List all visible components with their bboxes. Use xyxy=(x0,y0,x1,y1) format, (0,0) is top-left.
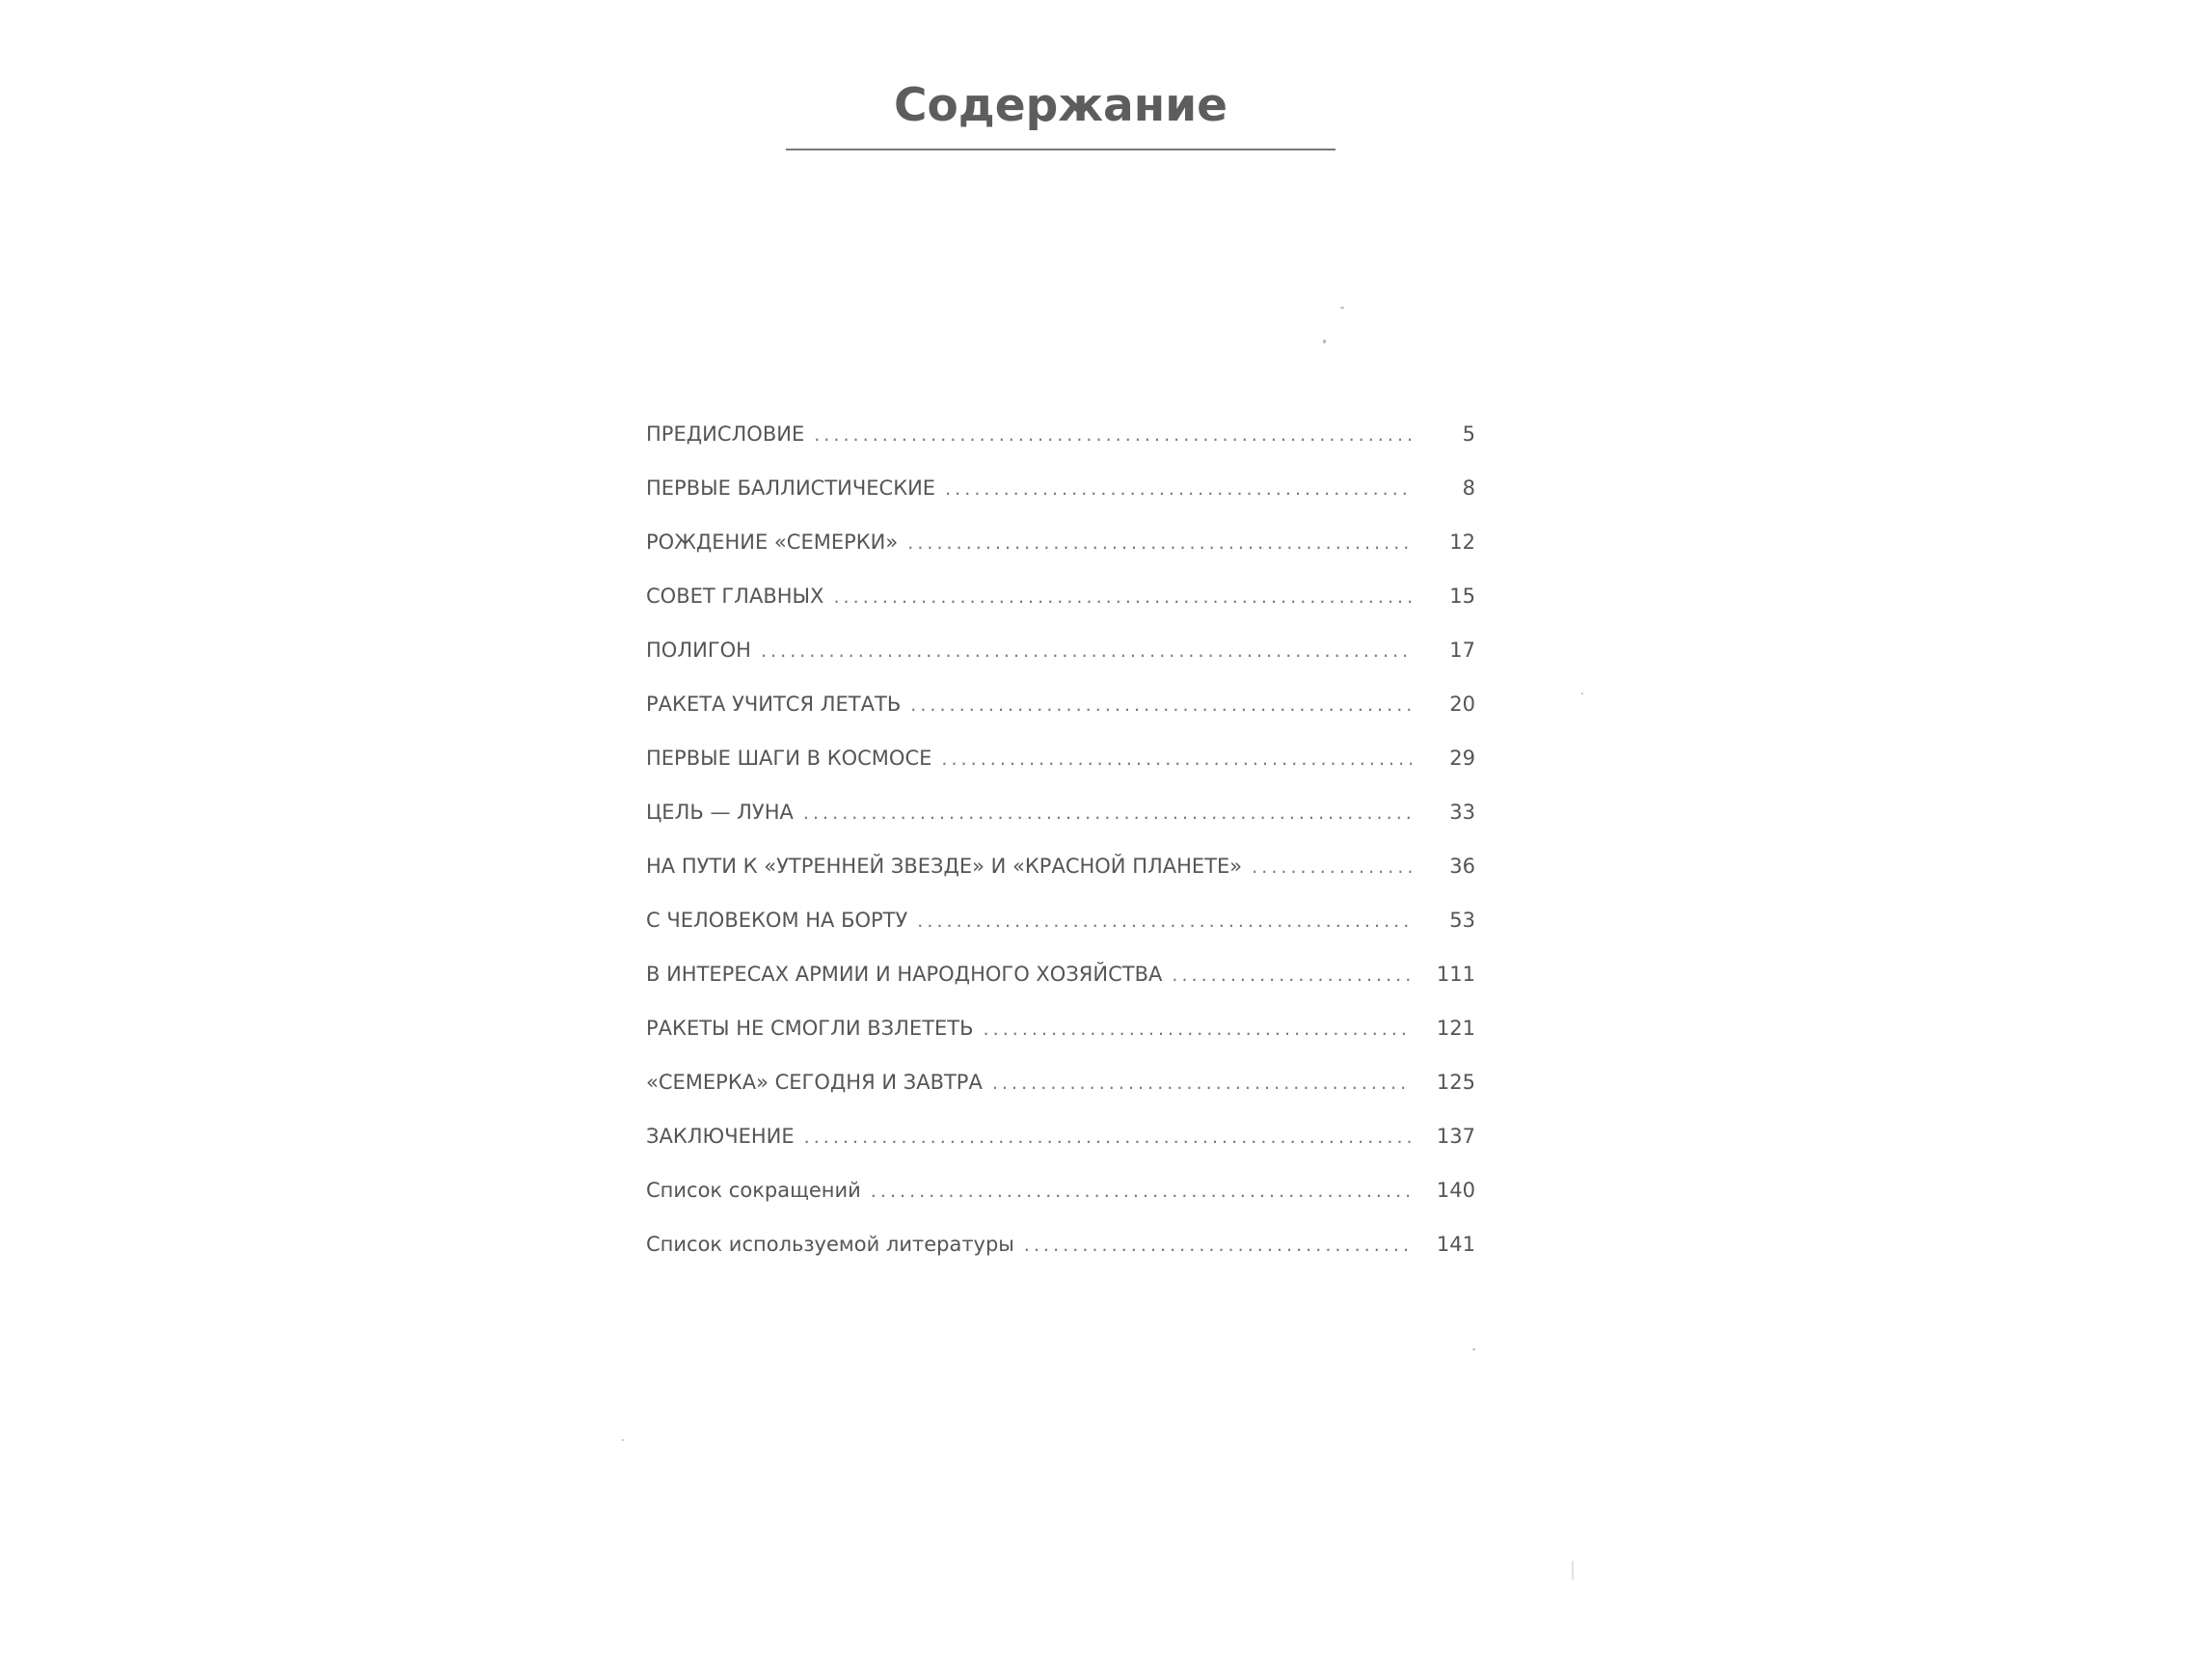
scan-speck xyxy=(1323,340,1326,343)
toc-entry-page: 121 xyxy=(1436,1017,1475,1040)
toc-dot-leader xyxy=(910,678,1412,732)
toc-entry-title: В ИНТЕРЕСАХ АРМИИ И НАРОДНОГО ХОЗЯЙСТВА xyxy=(646,963,1163,986)
toc-dot-leader xyxy=(814,408,1412,462)
toc-entry-title: ЦЕЛЬ — ЛУНА xyxy=(646,801,794,824)
toc-dot-leader xyxy=(833,570,1412,624)
scan-speck xyxy=(622,1439,624,1441)
toc-entry-page: 5 xyxy=(1462,422,1475,446)
title-underline xyxy=(786,149,1335,150)
toc-entry-page: 125 xyxy=(1436,1071,1475,1094)
toc-entry xyxy=(646,515,1475,569)
page-title: Содержание xyxy=(893,79,1228,132)
scan-speck xyxy=(1472,1348,1475,1350)
toc-entry-title: ПЕРВЫЕ ШАГИ В КОСМОСЕ xyxy=(646,747,932,770)
toc-entry-title: ПРЕДИСЛОВИЕ xyxy=(646,422,805,446)
toc-entry-title: Список используемой литературы xyxy=(646,1233,1014,1256)
toc-entry-title: НА ПУТИ К «УТРЕННЕЙ ЗВЕЗДЕ» И «КРАСНОЙ ПЛАНЕТЕ» xyxy=(646,855,1243,878)
toc-entry xyxy=(646,1163,1475,1217)
toc-entry-page: 15 xyxy=(1449,585,1475,608)
toc-entry xyxy=(646,947,1475,1001)
toc-dot-leader xyxy=(803,786,1412,840)
toc-dot-leader xyxy=(871,1164,1412,1218)
toc-entry xyxy=(646,623,1475,677)
toc-entry-page: 141 xyxy=(1436,1233,1475,1256)
toc-entry xyxy=(646,677,1475,731)
toc-dot-leader xyxy=(1172,948,1412,1002)
toc-entry-title: РАКЕТЫ НЕ СМОГЛИ ВЗЛЕТЕТЬ xyxy=(646,1017,974,1040)
toc-entry-title: Список сокращений xyxy=(646,1179,861,1202)
toc-entry xyxy=(646,785,1475,839)
toc-dot-leader xyxy=(1252,840,1412,894)
toc-entry-page: 29 xyxy=(1449,747,1475,770)
toc-entry xyxy=(646,1001,1475,1055)
toc-entry-title: РАКЕТА УЧИТСЯ ЛЕТАТЬ xyxy=(646,693,902,716)
toc-dot-leader xyxy=(761,624,1412,678)
toc-entry xyxy=(646,1217,1475,1271)
toc-entry-title: ЗАКЛЮЧЕНИЕ xyxy=(646,1125,795,1148)
toc-entry-page: 53 xyxy=(1449,909,1475,932)
toc-entry-page: 12 xyxy=(1449,530,1475,554)
toc-dot-leader xyxy=(907,516,1412,570)
toc-entry-title: С ЧЕЛОВЕКОМ НА БОРТУ xyxy=(646,909,908,932)
toc-dot-leader xyxy=(917,894,1412,948)
toc-entry xyxy=(646,893,1475,947)
toc-entry-page: 111 xyxy=(1436,963,1475,986)
toc-dot-leader xyxy=(1024,1218,1412,1272)
toc-entry-page: 33 xyxy=(1449,801,1475,824)
toc-entry xyxy=(646,731,1475,785)
toc-dot-leader xyxy=(984,1002,1412,1056)
toc-entry xyxy=(646,569,1475,623)
toc-dot-leader xyxy=(804,1110,1412,1164)
toc-entry-title: СОВЕТ ГЛАВНЫХ xyxy=(646,585,824,608)
toc-dot-leader xyxy=(945,462,1412,516)
toc-entry-page: 20 xyxy=(1449,693,1475,716)
table-of-contents xyxy=(646,407,1475,1271)
toc-dot-leader xyxy=(941,732,1412,786)
scan-speck xyxy=(1572,1561,1574,1580)
toc-dot-leader xyxy=(992,1056,1412,1110)
toc-entry xyxy=(646,461,1475,515)
toc-entry-page: 137 xyxy=(1436,1125,1475,1148)
toc-entry-title: РОЖДЕНИЕ «СЕМЕРКИ» xyxy=(646,530,899,554)
toc-entry xyxy=(646,1055,1475,1109)
toc-entry-title: ПЕРВЫЕ БАЛЛИСТИЧЕСКИЕ xyxy=(646,476,936,500)
toc-entry xyxy=(646,1109,1475,1163)
toc-entry-title: «СЕМЕРКА» СЕГОДНЯ И ЗАВТРА xyxy=(646,1071,983,1094)
toc-entry-page: 36 xyxy=(1449,855,1475,878)
toc-entry-title: ПОЛИГОН xyxy=(646,639,751,662)
toc-entry-page: 17 xyxy=(1449,639,1475,662)
scan-speck xyxy=(1581,693,1583,694)
scan-speck xyxy=(1340,307,1344,309)
toc-entry xyxy=(646,407,1475,461)
toc-entry-page: 8 xyxy=(1462,476,1475,500)
toc-entry-page: 140 xyxy=(1436,1179,1475,1202)
toc-entry xyxy=(646,839,1475,893)
